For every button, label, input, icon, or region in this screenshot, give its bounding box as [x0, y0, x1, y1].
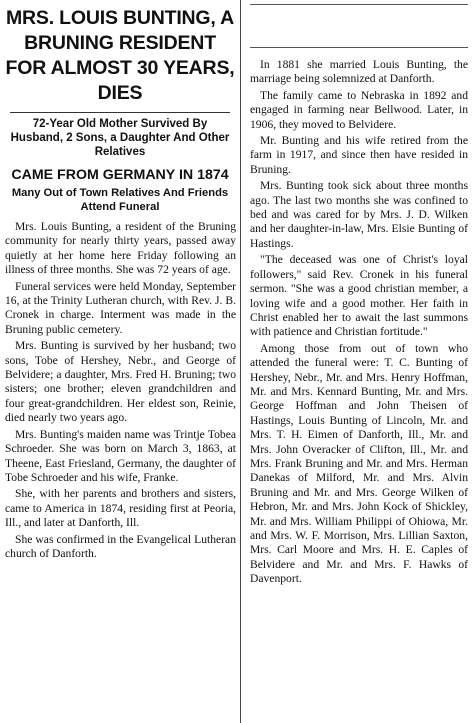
paragraph: She was confirmed in the Evangelical Lutheran church of Danforth. [5, 532, 236, 560]
right-column [248, 0, 470, 589]
paragraph: Mrs. Bunting took sick about three months ago. The last two months she was confined to bed and was cared for by Mrs. J. D. Wilken and her daughter-in-law, Mrs. Elsie Bunting of Hastings. [250, 179, 468, 250]
deck: Many Out of Town Relatives And Friends Attend Funeral [11, 187, 229, 213]
paragraph: Mrs. Louis Bunting, a resident of the Bruning community for nearly thirty years, passed away quietly at her home here Friday following an illness of three months. She was 72 years of age. [5, 220, 236, 277]
paragraph: Among those from out of town who attended the funeral were: T. C. Bunting of Hershey, Nebr., Mr. and Mrs. Henry Hoffman, Mr. and Mrs. Kennard Bunting, Mr. and Mrs. George Hoffman and John Theisen of Hastings, Louis Bunting of Lincoln, Mr. and Mrs. T. H. Eimen of Danforth, Ill., Mr. and Mrs. John Overacker of Clifton, Ill., Mr. and Mrs. Frank Bruning and Mr. and Mrs. Herman Danekas of Milford, Mr. and Mrs. Alvin Bruning and Mr. and Mrs. George Wilken of Hebron, Mr. and Mrs. John Kock of Shickley, Mr. and Mrs. William Philippi of Ohiowa, Mr. and Mrs. W. F. Morrison, Mrs. Lillian Saxton, Mrs. Carl Moore and Mrs. H. E. Caples of Belvidere and Mr. and Mrs. F. Hawks of Davenport. [250, 341, 468, 586]
paragraph: Mrs. Bunting is survived by her husband; two sons, Tobe of Hershey, Nebr., and George of Belvidere; a daughter, Mrs. Fred H. Bruning; two sisters; one brother; eleven grandchildren and four great-grandchildren. Her eldest son, Reinie, died nearly two years ago. [5, 339, 236, 425]
paragraph: In 1881 she married Louis Bunting, the marriage being solemnized at Danforth. [250, 58, 468, 86]
subhead: 72-Year Old Mother Survived By Husband, 2 Sons, a Daughter And Other Relatives [10, 118, 230, 158]
crosshead: CAME FROM GERMANY IN 1874 [11, 167, 229, 183]
paragraph: Mrs. Bunting's maiden name was Trintje Tobea Schroeder. She was born on March 3, 1863, at Theene, East Friesland, Germany, the daughter of Tobe Schroeder and his wife, Franke. [5, 427, 236, 484]
paragraph: "The deceased was one of Christ's loyal followers," said Rev. Cronek in his funeral sermon. "She was a good christian member, a loving wife and a good mother. Her faith in Christ enabled her to await the last summons with patience and Christian fortitude." [250, 253, 468, 339]
paragraph: She, with her parents and brothers and sisters, came to America in 1874, residing first at Peoria, Ill., and later at Danforth, Ill. [5, 487, 236, 530]
paragraph: Mr. Bunting and his wife retired from the farm in 1917, and since then have resided in Bruning. [250, 134, 468, 176]
headline-rule [10, 112, 230, 113]
paragraph: The family came to Nebraska in 1892 and engaged in farming near Bellwood. Later, in 1906, they moved to Belvidere. [250, 88, 468, 131]
paragraph: Funeral services were held Monday, September 16, at the Trinity Lutheran church, with Rev. J. B. Cronek in charge. Interment was made in the Bruning public cemetery. [5, 279, 236, 336]
headline: MRS. LOUIS BUNTING, A BRUNING RESIDENT FOR ALMOST 30 YEARS, DIES [5, 7, 235, 104]
